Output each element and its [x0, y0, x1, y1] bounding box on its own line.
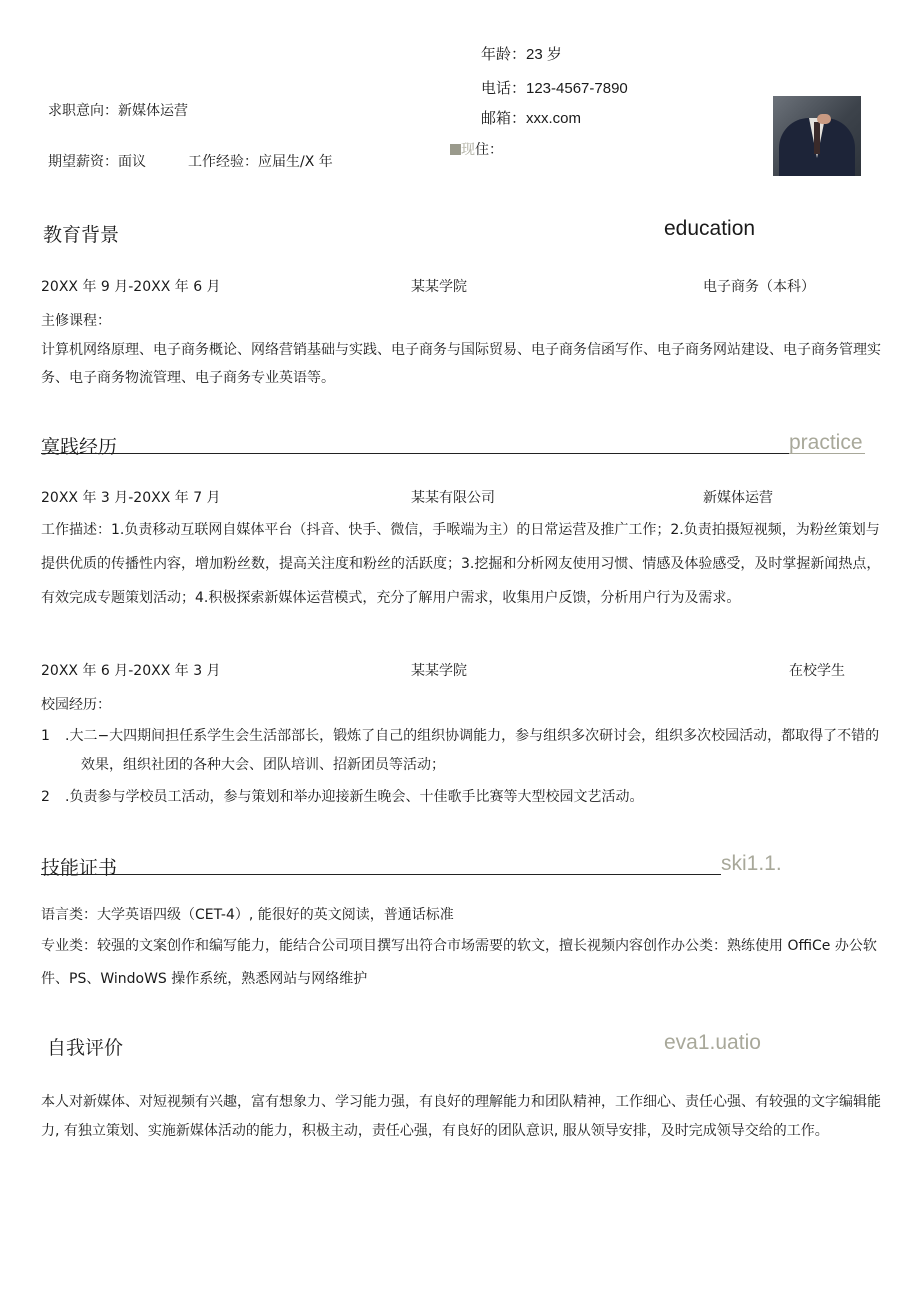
skills-rule: [41, 874, 721, 875]
job1-company: 某某有限公司: [411, 490, 495, 506]
residence-label: 住：: [475, 142, 503, 158]
expected-salary: 期望薪资：面议: [48, 154, 146, 170]
evaluation-text: 本人对新媒体、对短视频有兴趣，富有想象力、学习能力强，有良好的理解能力和团队精神，工作细心、责任心强、有较强的文字编辑能力, 有独立策划、实施新媒体活动的能力，积极主动，责任心强，有良好的团队意识, 服从领导安排，及时完成领导交给的工作。: [41, 1094, 881, 1139]
list-item-number: 2: [41, 789, 50, 805]
job-intent: 求职意向：新媒体运营: [48, 103, 188, 119]
practice-rule: [41, 453, 789, 454]
skills-professional: 专业类：较强的文案创作和编写能力，能结合公司项目撰写出符合市场需要的软文，擅长视频内容创作办公类：熟练使用 OffiCe 办公软件、PS、WindoWS 操作系统，熟悉网站与网络维护: [41, 938, 877, 987]
email: 邮箱：xxx.com: [481, 110, 582, 127]
practice-title-en-underline: [789, 453, 865, 454]
residence-prefix: 现: [461, 142, 475, 158]
evaluation-title: 自我评价: [47, 1037, 124, 1059]
skills-title-en: ski1.1.: [721, 852, 782, 875]
skills-title: 技能证书: [41, 857, 118, 879]
education-title: 教育背景: [43, 224, 120, 246]
phone: 电话：123-4567-7890: [481, 80, 628, 97]
job1-period: 20XX 年 3 月-20XX 年 7 月: [41, 490, 221, 506]
list-item-text: .负责参与学校员工活动，参与策划和举办迎接新生晚会、十佳歌手比赛等大型校园文艺活动。: [65, 789, 644, 805]
age: 年龄：23 岁: [481, 46, 562, 63]
list-item-text: .大二−大四期间担任系学生会生活部部长，锻炼了自己的组织协调能力，参与组织多次研讨会，组织多次校园活动，都取得了不错的效果，组织社团的各种大会、团队培训、招新团员等活动；: [65, 728, 880, 773]
list-item: [41, 722, 883, 780]
practice-title-en: practice: [789, 431, 863, 454]
education-period: 20XX 年 9 月-20XX 年 6 月: [41, 279, 221, 295]
courses-text: 计算机网络原理、电子商务概论、网络营销基础与实践、电子商务与国际贸易、电子商务信函写作、电子商务网站建设、电子商务管理实务、电子商务物流管理、电子商务专业英语等。: [41, 342, 881, 386]
education-title-en: education: [664, 217, 756, 240]
evaluation-title-en: eva1.uatio: [664, 1031, 761, 1054]
bullet-square-icon: [450, 144, 461, 155]
education-school: 某某学院: [411, 279, 467, 295]
skills-language: 语言类：大学英语四级（CET-4）, 能很好的英文阅读，普通话标准: [41, 907, 454, 923]
campus-label: 校园经历：: [41, 697, 111, 713]
work-experience: 工作经验：应届生/X 年: [188, 154, 333, 170]
courses-label: 主修课程：: [41, 313, 111, 329]
job2-role: 在校学生: [789, 663, 845, 679]
job1-role: 新媒体运营: [703, 490, 773, 506]
practice-title: 寞践经历: [41, 436, 118, 458]
job1-description: 工作描述：1.负责移动互联网自媒体平台（抖音、快手、微信，手喉端为主）的日常运营及推广工作；2.负责拍摄短视频，为粉丝策划与提供优质的传播性内容，增加粉丝数，提高关注度和粉丝的活跃度；3.挖掘和分析网友使用习惯、情感及体验感受，及时掌握新闻热点，有效完成专题策划活动；4.积极探索新媒体运营模式，充分了解用户需求，收集用户反馈，分析用户行为及需求。: [41, 522, 881, 606]
job2-period: 20XX 年 6 月-20XX 年 3 月: [41, 663, 221, 679]
education-major: 电子商务（本科）: [703, 279, 815, 295]
list-item: [41, 783, 883, 812]
residence: [450, 139, 503, 159]
job2-school: 某某学院: [411, 663, 467, 679]
list-item-number: 1: [41, 728, 50, 744]
avatar: [773, 96, 861, 176]
